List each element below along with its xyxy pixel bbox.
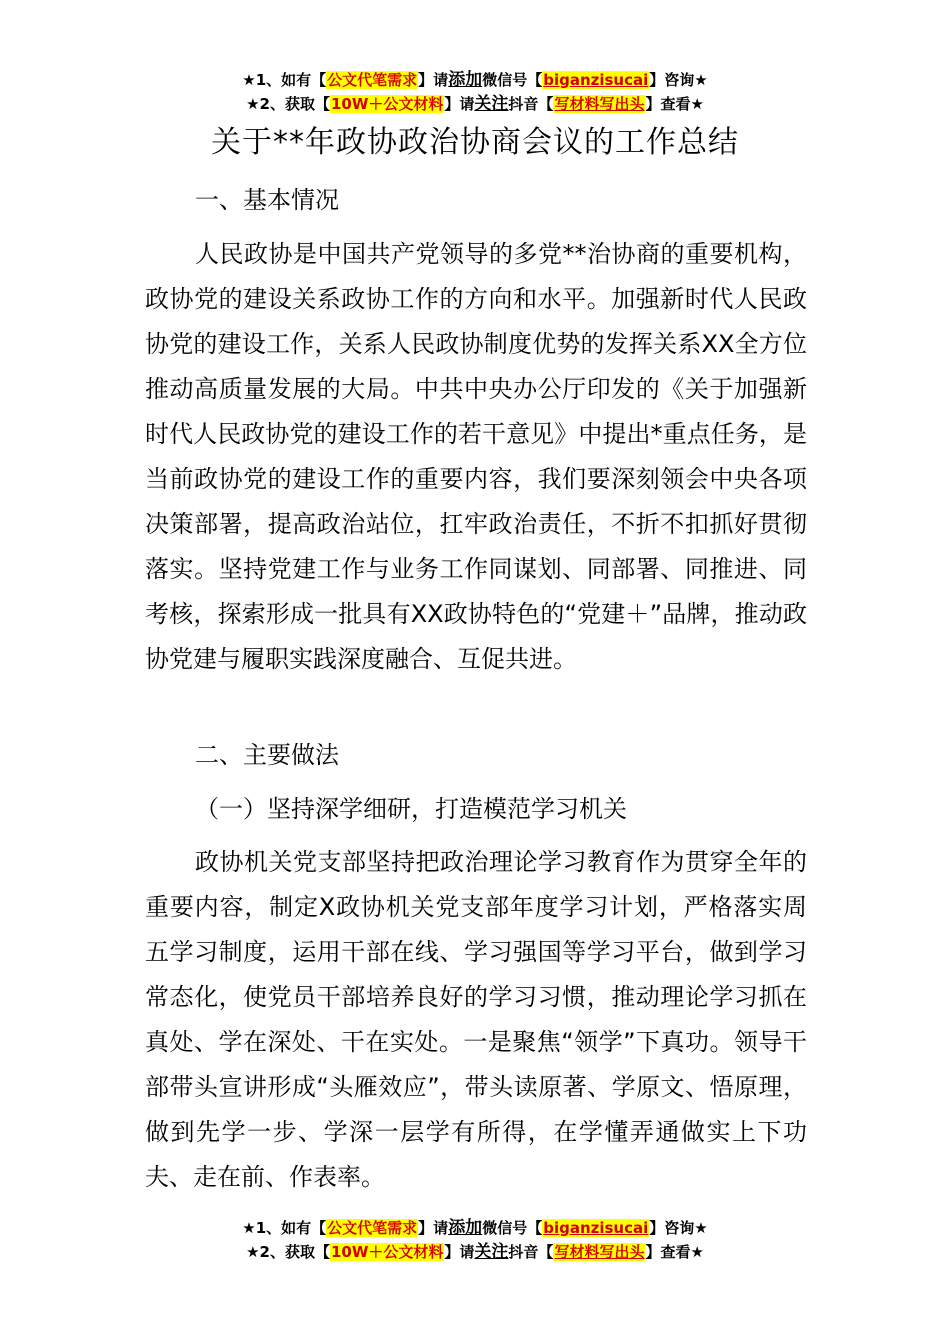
promo-line-2 (0, 94, 950, 118)
promo-douyin-id: 写材料写出头 (554, 95, 645, 113)
promo-text: 】查看★ (645, 1243, 704, 1261)
promo-emphasis: 添加 (448, 70, 483, 90)
promo-highlight: 公文代笔需求 (327, 1219, 418, 1237)
promo-text: 】请 (444, 95, 475, 113)
promo-highlight: 10W＋公文材料 (330, 95, 444, 113)
promo-wechat-id: biganzisucai (543, 71, 649, 89)
promo-text: ★2、获取【 (246, 1243, 330, 1261)
section-heading-text: 二、主要做法 (195, 741, 339, 769)
promo-highlight: 公文代笔需求 (327, 71, 418, 89)
promo-text: 微信号【 (482, 71, 543, 89)
promo-emphasis: 添加 (448, 1218, 483, 1238)
promo-text: 】请 (444, 1243, 475, 1261)
promo-wechat-id: biganzisucai (543, 1219, 649, 1237)
promo-douyin-id: 写材料写出头 (554, 1243, 645, 1261)
promo-text: 】请 (418, 1219, 449, 1237)
body-paragraph-1 (145, 232, 807, 682)
promo-text: 】咨询★ (649, 71, 708, 89)
promo-line-2 (0, 1242, 950, 1266)
subsection-heading-study (145, 787, 807, 832)
promo-text: 微信号【 (482, 1219, 543, 1237)
page-title: 关于**年政协政治协商会议的工作总结 (211, 125, 739, 160)
promo-banner-top (0, 70, 950, 118)
section-heading-text: 一、基本情况 (195, 186, 339, 214)
promo-text: 】查看★ (645, 95, 704, 113)
promo-text: ★1、如有【 (242, 1219, 327, 1237)
section-heading-basic-situation (145, 178, 807, 223)
promo-highlight: 10W＋公文材料 (330, 1243, 444, 1261)
promo-emphasis: 关注 (474, 94, 509, 114)
promo-text: 】请 (418, 71, 449, 89)
promo-banner-bottom (0, 1218, 950, 1266)
promo-emphasis: 关注 (474, 1242, 509, 1262)
promo-text: 抖音【 (508, 1243, 554, 1261)
promo-line-1 (0, 70, 950, 94)
section-heading-main-practices (145, 733, 807, 778)
promo-text: 】咨询★ (649, 1219, 708, 1237)
promo-line-1 (0, 1218, 950, 1242)
subsection-heading-text: （一）坚持深学细研，打造模范学习机关 (195, 795, 627, 823)
paragraph-text: 人民政协是中国共产党领导的多党**治协商的重要机构，政协党的建设关系政协工作的方向和水平。加强新时代人民政协党的建设工作，关系人民政协制度优势的发挥关系XX全方位推动高质量发展的大局。中共中央办公厅印发的《关于加强新时代人民政协党的建设工作的若干意见》中提出*重点任务，是当前政协党的建设工作的重要内容，我们要深刻领会中央各项决策部署，提高政治站位，扛牢政治责任，不折不扣抓好贯彻落实。坚持党建工作与业务工作同谋划、同部署、同推进、同考核，探索形成一批具有XX政协特色的“党建＋”品牌，推动政协党建与履职实践深度融合、互促共进。 (145, 240, 807, 673)
promo-text: ★2、获取【 (246, 95, 330, 113)
promo-text: ★1、如有【 (242, 71, 327, 89)
promo-text: 抖音【 (508, 95, 554, 113)
paragraph-text: 政协机关党支部坚持把政治理论学习教育作为贯穿全年的重要内容，制定X政协机关党支部年度学习计划，严格落实周五学习制度，运用干部在线、学习强国等学习平台，做到学习常态化，使党员干部培养良好的学习习惯，推动理论学习抓在真处、学在深处、干在实处。一是聚焦“领学”下真功。领导干部带头宣讲形成“头雁效应”，带头读原著、学原文、悟原理，做到先学一步、学深一层学有所得，在学懂弄通做实上下功夫、走在前、作表率。 (145, 848, 807, 1191)
body-paragraph-2 (145, 840, 807, 1200)
